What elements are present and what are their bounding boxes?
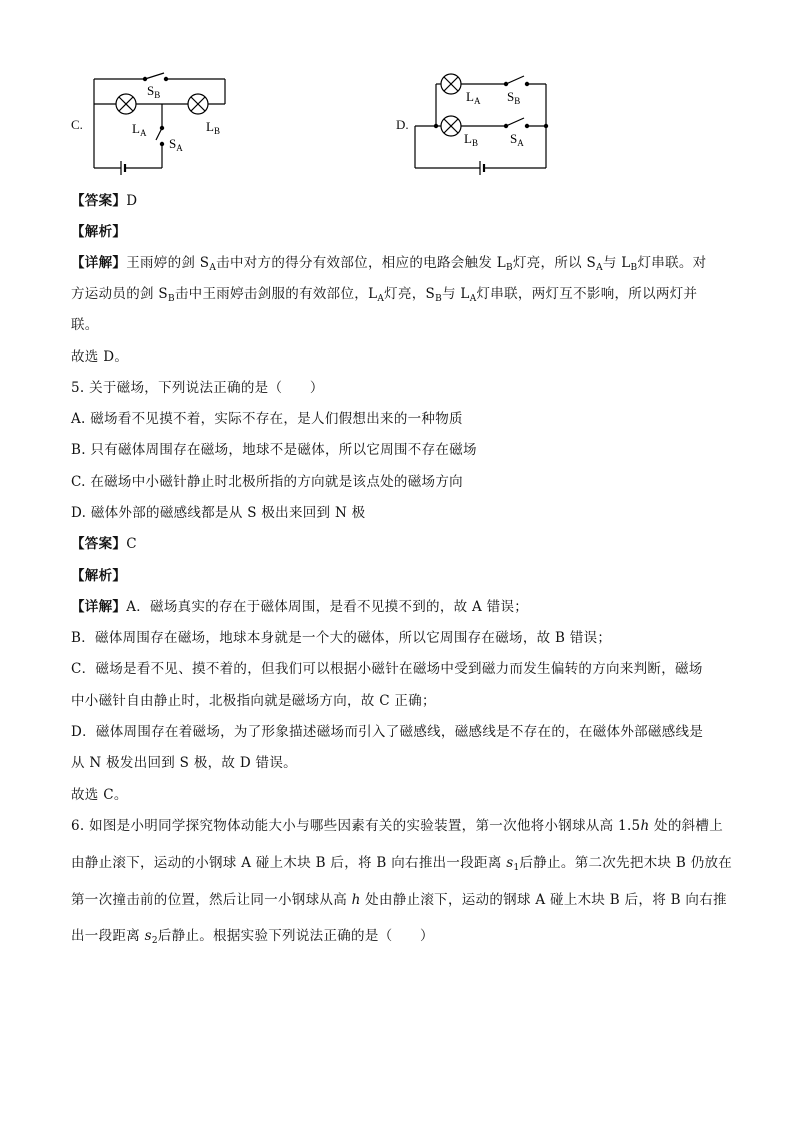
svg-text:SA: $S_A$ xyxy=(169,136,183,153)
lamp-a-c xyxy=(116,94,136,114)
q5-option-b: B. 只有磁体周围存在磁场，地球不是磁体，所以它周围不存在磁场 xyxy=(71,442,477,458)
q4-analysis-tag: 【解析】 xyxy=(71,224,127,240)
svg-text:LA: $L_A$ xyxy=(466,89,481,106)
q5-detail-c1: C．磁场是看不见、摸不着的，但我们可以根据小磁针在磁场中受到磁力而发生偏转的方向来判断，磁场 xyxy=(71,661,703,677)
svg-text:SB: $S_B$ xyxy=(147,83,161,100)
svg-text:LA: $L_A$ xyxy=(132,121,147,138)
battery-d xyxy=(480,161,484,175)
q4-detail-line-1: 【详解】王雨婷的剑 $S_A$击中对方的得分有效部位，相应的电路会触发 $L_B$灯亮，所以 $S_A$与 $L_B$灯串联。对 xyxy=(71,255,707,273)
svg-text:LB: $L_B$ xyxy=(464,131,478,148)
svg-text:SA: $S_A$ xyxy=(510,131,524,148)
q5-answer: 【答案】C xyxy=(71,536,137,552)
q5-option-c: C. 在磁场中小磁针静止时北极所指的方向就是该点处的磁场方向 xyxy=(71,474,463,490)
q4-detail-line-3: 联。 xyxy=(71,317,99,333)
q6-line-4: 出一段距离 $s_2$后静止。根据实验下列说法正确的是（ ） xyxy=(71,928,434,946)
q5-detail-a: 【详解】A．磁场真实的存在于磁体周围，是看不见摸不到的，故 A 错误； xyxy=(71,599,529,615)
q4-detail-line-2: 方运动员的剑 $S_B$击中王雨婷击剑服的有效部位，$L_A$灯亮，$S_B$与 $L_A$灯串联，两灯互不影响，所以两灯并 xyxy=(71,286,698,304)
svg-text:SB: $S_B$ xyxy=(507,89,521,106)
q4-answer: 【答案】D xyxy=(71,193,138,209)
lamp-b-d xyxy=(441,116,461,136)
q5-option-a: A. 磁场看不见摸不着，实际不存在，是人们假想出来的一种物质 xyxy=(71,411,463,427)
option-d-label: D. xyxy=(396,117,409,132)
q5-stem: 5. 关于磁场，下列说法正确的是（ ） xyxy=(71,380,324,396)
q6-line-3: 第一次撞击前的位置，然后让同一小钢球从高 h 处由静止滚下，运动的钢球 A 碰上木块 B 后，将 B 向右推 xyxy=(71,892,727,908)
q6-line-1: 6. 如图是小明同学探究物体动能大小与哪些因素有关的实验装置，第一次他将小钢球从高 1.5h 处的斜槽上 xyxy=(71,818,724,834)
q5-option-d: D. 磁体外部的磁感线都是从 S 极出来回到 N 极 xyxy=(71,505,366,521)
lamp-b-c xyxy=(188,94,208,114)
option-c-label: C. xyxy=(71,117,83,132)
battery-c xyxy=(121,161,125,175)
q6-line-2: 由静止滚下，运动的小钢球 A 碰上木块 B 后，将 B 向右推出一段距离 $s_1$后静止。第二次先把木块 B 仍放在 xyxy=(71,855,733,873)
q5-detail-c2: 中小磁针自由静止时，北极指向就是磁场方向，故 C 正确； xyxy=(71,693,436,709)
q5-analysis-tag: 【解析】 xyxy=(71,568,127,584)
circuit-diagram-c xyxy=(90,70,235,180)
q5-detail-b: B．磁体周围存在磁场，地球本身就是一个大的磁体，所以它周围存在磁场，故 B 错误； xyxy=(71,630,612,646)
lamp-a-d xyxy=(441,74,461,94)
circuit-diagram-d xyxy=(411,70,556,180)
q5-conclusion: 故选 C。 xyxy=(71,787,128,803)
svg-text:LB: $L_B$ xyxy=(206,119,220,136)
q4-conclusion: 故选 D。 xyxy=(71,349,129,365)
q5-detail-d1: D．磁体周围存在着磁场，为了形象描述磁场而引入了磁感线，磁感线是不存在的，在磁体外部磁感线是 xyxy=(71,724,704,740)
q5-detail-d2: 从 N 极发出回到 S 极，故 D 错误。 xyxy=(71,755,297,771)
